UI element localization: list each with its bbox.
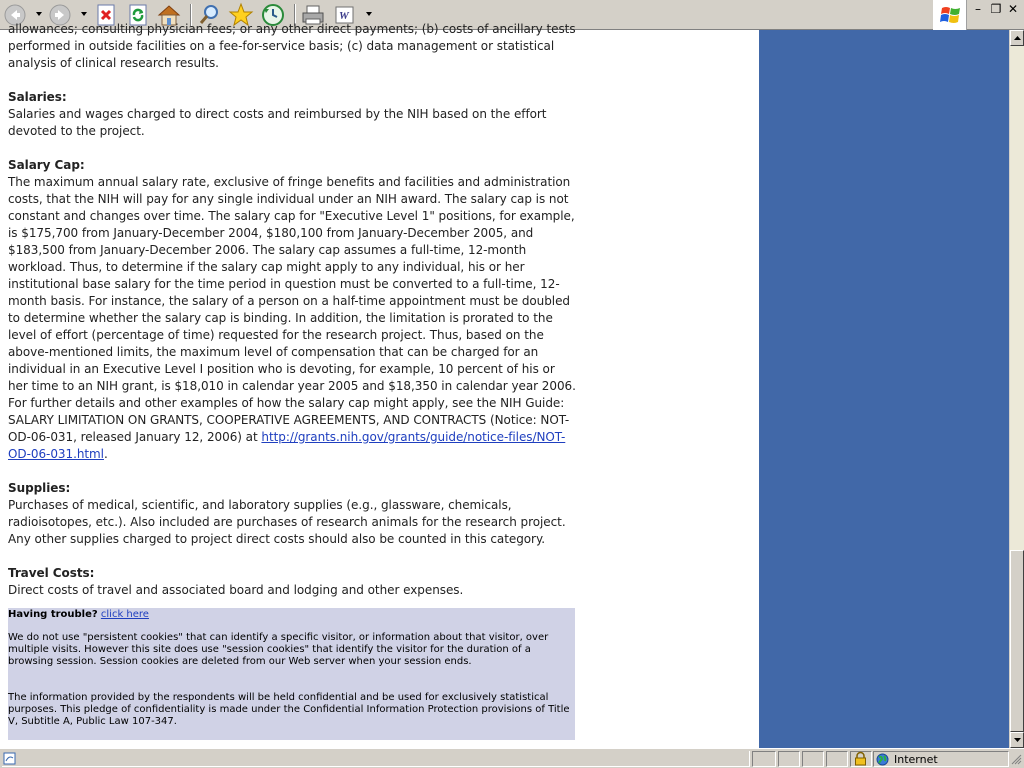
page-content — [0, 22, 759, 748]
click-here-link[interactable]: click here — [100, 609, 149, 620]
cut-off-line: allowances; consulting physician fees; or any other direct payments; (b) costs of ancillary tests — [8, 22, 576, 36]
link-period: . — [103, 447, 108, 461]
arrow-down-icon — [1014, 738, 1021, 742]
cookies-notice: We do not use "persistent cookies" that can identify a specific visitor, or information about that visitor, over multiple visits. However this site does use "session cookies" that identify the visitor for the duration of a browsing session. Session cookies are deleted from our Web server when your session ends. — [8, 632, 549, 667]
cut-off-line: performed in outside facilities on a fee-for-service basis; (c) data management or statistical — [8, 39, 555, 53]
travel-costs-text: Direct costs of travel and associated board and lodging and other expenses. — [8, 583, 464, 597]
back-dropdown-icon[interactable] — [36, 12, 42, 16]
salaries-heading: Salaries: — [8, 90, 67, 104]
security-pane — [850, 751, 872, 767]
status-pane — [752, 751, 776, 767]
status-pane — [826, 751, 848, 767]
zone-pane — [873, 751, 1009, 767]
edit-dropdown-icon[interactable] — [366, 12, 372, 16]
scroll-down-button[interactable] — [1010, 732, 1024, 748]
salary-cap-text — [8, 174, 578, 463]
trouble-line — [8, 609, 149, 621]
minimize-icon[interactable]: – — [975, 2, 981, 16]
glossary-article — [8, 21, 578, 599]
salary-cap-body: The maximum annual salary rate, exclusive of fringe benefits and facilities and administration costs, that the NIH will pay for any single individual under an NIH award. The salary cap is not constant and changes over time. The salary cap for "Executive Level 1" positions, for example, is $175,700 from January-December 2004, $180,100 from January-December 2005, and $183,500 from January-December 2006. The salary cap assumes a full-time, 12-month workload. Thus, to determine if the salary cap might apply to any individual, his or her institutional base salary for the time period in question must be converted to a full-time, 12-month basis. For instance, the salary of a person on a half-time appointment must be doubled to determine whether the salary cap is binding. In addition, the limitation is prorated to the level of effort (percentage of time) requested for the research project. Thus, based on the above-mentioned limits, the maximum level of compensation that can be charged for an individual in an Executive Level I position who is devoting, for example, 10 percent of his or her time to an NIH grant, is $18,010 in calendar year 2005 and $18,350 in calendar year 2006. For further details and other examples of how the salary cap might apply, see the NIH Guide: SALARY LIMITATION ON GRANTS, COOPERATIVE AGREEMENTS, AND CONTRACTS (Notice: NOT-OD-06-031, released January 12, 2006) at — [8, 175, 576, 444]
trouble-label: Having trouble? — [8, 609, 98, 620]
confidentiality-notice: The information provided by the respondents will be held confidential and be used for exclusively statistical purposes. This pledge of confidentiality is made under the Confidential Information Protection provisions of Title V, Subtitle A, Public Law 107-347. — [8, 692, 570, 727]
forward-dropdown-icon[interactable] — [81, 12, 87, 16]
arrow-up-icon — [1014, 36, 1021, 40]
restore-icon[interactable]: ❐ — [990, 2, 1002, 16]
supplies-heading: Supplies: — [8, 481, 71, 495]
status-pane — [802, 751, 824, 767]
supplies-text: Purchases of medical, scientific, and laboratory supplies (e.g., glassware, chemicals, radioisotopes, etc.). Also included are purchases of research animals for the research project. Any other supplies charged to project direct costs should also be counted in this category. — [8, 498, 566, 546]
windows-logo-icon — [933, 0, 967, 30]
svg-text:W: W — [339, 10, 349, 22]
scroll-thumb[interactable] — [1010, 550, 1024, 732]
status-bar — [0, 748, 1024, 768]
travel-costs-heading: Travel Costs: — [8, 566, 95, 580]
privacy-footer — [8, 608, 575, 740]
status-text-pane — [2, 751, 750, 767]
vertical-scrollbar[interactable] — [1009, 30, 1024, 748]
salary-cap-heading: Salary Cap: — [8, 158, 85, 172]
blue-sidebar — [759, 30, 1010, 748]
salaries-text: Salaries and wages charged to direct costs and reimbursed by the NIH based on the effort devoted to the project. — [8, 107, 547, 138]
nih-notice-link[interactable]: http://grants.nih.gov/grants/guide/notice-files/NOT-OD-06-031.html — [8, 430, 566, 461]
lock-icon — [854, 752, 867, 766]
globe-icon — [876, 753, 889, 766]
status-pane — [778, 751, 800, 767]
close-icon[interactable]: ✕ — [1007, 2, 1019, 16]
scroll-up-button[interactable] — [1010, 30, 1024, 46]
page-icon — [3, 752, 16, 765]
resize-grip-icon[interactable] — [1010, 753, 1022, 765]
zone-label: Internet — [894, 753, 938, 766]
cut-off-line: analysis of clinical research results. — [8, 56, 219, 70]
